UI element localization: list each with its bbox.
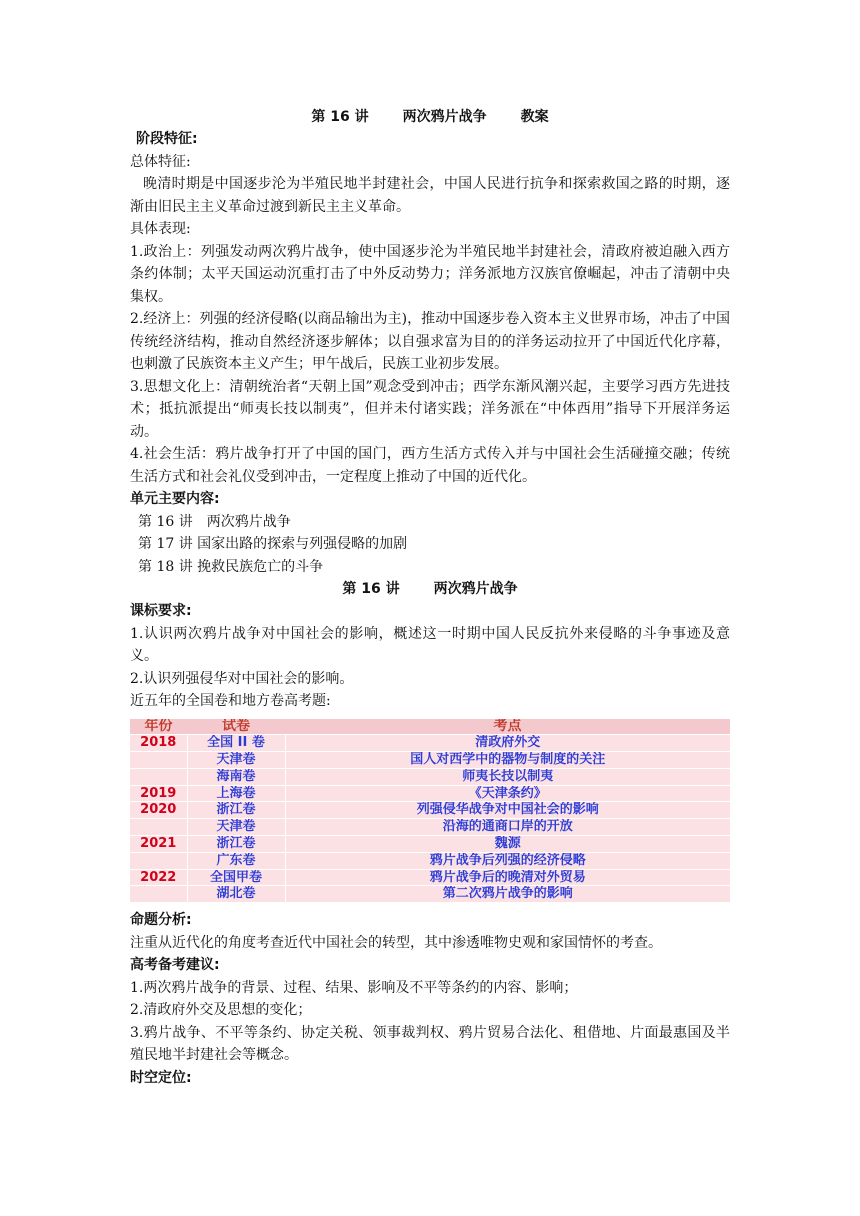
- unit-item-16: 第 16 讲 两次鸦片战争: [138, 513, 291, 530]
- table-row: [130, 785, 730, 802]
- title-lecture: 第 16 讲: [311, 109, 369, 125]
- point-culture: 3.思想文化上：清朝统治者“天朝上国”观念受到冲击；西学东渐风潮兴起，主要学习西方先进技术；抵抗派提出“师夷长技以制夷”，但并未付诸实践；洋务派在“中体西用”指导下开展洋务运动。: [130, 378, 730, 440]
- cell-paper: 全国甲卷: [187, 869, 285, 886]
- overall-text: 晚清时期是中国逐步沦为半殖民地半封建社会，中国人民进行抗争和探索救国之路的时期，逐渐由旧民主主义革命过渡到新民主主义革命。: [130, 176, 730, 215]
- point-politics: 1.政治上：列强发动两次鸦片战争，使中国逐步沦为半殖民地半封建社会，清政府被迫融入西方条约体制；太平天国运动沉重打击了中外反动势力；洋务派地方汉族官僚崛起，冲击了清朝中央集权。: [130, 243, 730, 305]
- point-economy: 2.经济上：列强的经济侵略(以商品输出为主)，推动中国逐步卷入资本主义世界市场，冲击了中国传统经济结构，推动自然经济逐步解体；以自强求富为目的的洋务运动拉开了中国近代化序幕，也刺激了民族资本主义产生；甲午战后，民族工业初步发展。: [130, 311, 730, 372]
- unit-heading: 单元主要内容:: [130, 491, 220, 507]
- document-page: [130, 106, 730, 1089]
- unit-item-18: 第 18 讲 挽救民族危亡的斗争: [138, 558, 324, 575]
- cell-year: [130, 886, 187, 903]
- cell-year: 2021: [130, 836, 187, 853]
- cell-paper: 上海卷: [187, 785, 285, 802]
- table-row: [130, 752, 730, 769]
- table-row: [130, 869, 730, 886]
- cell-paper: 天津卷: [187, 752, 285, 769]
- unit-item-17: 第 17 讲 国家出路的探索与列强侵略的加剧: [138, 536, 408, 552]
- table-row: [130, 819, 730, 836]
- cell-year: 2020: [130, 802, 187, 819]
- cell-point: 魏源: [285, 836, 730, 853]
- cell-year: 2022: [130, 869, 187, 886]
- table-row: [130, 886, 730, 903]
- cell-paper: 广东卷: [187, 852, 285, 869]
- header-paper: 试卷: [187, 719, 285, 735]
- cell-point: 沿海的通商口岸的开放: [285, 819, 730, 836]
- exam-intro: 近五年的全国卷和地方卷高考题:: [130, 693, 331, 709]
- title-topic: 两次鸦片战争: [402, 109, 487, 125]
- cell-paper: 湖北卷: [187, 886, 285, 903]
- cell-point: 清政府外交: [285, 735, 730, 752]
- specific-label: 具体表现:: [130, 221, 191, 237]
- cell-paper: 海南卷: [187, 768, 285, 785]
- cell-point: 鸦片战争后列强的经济侵略: [285, 852, 730, 869]
- exam-table: [130, 719, 730, 904]
- exam-table-header: [130, 719, 730, 735]
- requirement-1: 1.认识两次鸦片战争对中国社会的影响，概述这一时期中国人民反抗外来侵略的斗争事迹及意义。: [130, 625, 730, 664]
- cell-paper: 浙江卷: [187, 802, 285, 819]
- advice-heading: 高考备考建议:: [130, 957, 220, 974]
- requirement-2: 2.认识列强侵华对中国社会的影响。: [130, 670, 354, 687]
- header-point: 考点: [285, 719, 730, 735]
- advice-2: 2.清政府外交及思想的变化；: [130, 1002, 312, 1019]
- document-title: [130, 106, 730, 128]
- header-year: 年份: [130, 719, 187, 735]
- stage-heading: 阶段特征:: [136, 131, 198, 147]
- title-type: 教案: [520, 109, 549, 125]
- advice-3: 3.鸦片战争、不平等条约、协定关税、领事裁判权、鸦片贸易合法化、租借地、片面最惠国及半殖民地半封建社会等概念。: [130, 1024, 730, 1064]
- cell-year: [130, 852, 187, 869]
- cell-point: 国人对西学中的器物与制度的关注: [285, 752, 730, 769]
- cell-point: 第二次鸦片战争的影响: [285, 886, 730, 903]
- cell-year: [130, 768, 187, 785]
- cell-year: 2018: [130, 735, 187, 752]
- section-title: [130, 578, 730, 600]
- table-row: [130, 836, 730, 853]
- table-row: [130, 852, 730, 869]
- cell-point: 师夷长技以制夷: [285, 768, 730, 785]
- analysis-heading: 命题分析:: [130, 912, 192, 929]
- cell-paper: 天津卷: [187, 819, 285, 836]
- cell-year: [130, 752, 187, 769]
- cell-paper: 全国 II 卷: [187, 735, 285, 752]
- cell-point: 《天津条约》: [285, 785, 730, 802]
- requirements-heading: 课标要求:: [130, 603, 192, 619]
- advice-1: 1.两次鸦片战争的背景、过程、结果、影响及不平等条约的内容、影响；: [130, 979, 578, 996]
- cell-point: 列强侵华战争对中国社会的影响: [285, 802, 730, 819]
- cell-paper: 浙江卷: [187, 836, 285, 853]
- table-row: [130, 802, 730, 819]
- overall-label: 总体特征:: [130, 153, 191, 170]
- section-topic: 两次鸦片战争: [433, 581, 518, 597]
- table-row: [130, 768, 730, 785]
- cell-point: 鸦片战争后的晚清对外贸易: [285, 869, 730, 886]
- cell-year: [130, 819, 187, 836]
- cell-year: 2019: [130, 785, 187, 802]
- table-row: [130, 735, 730, 752]
- timeline-heading: 时空定位:: [130, 1069, 192, 1086]
- section-lecture: 第 16 讲: [342, 581, 400, 597]
- analysis-text: 注重从近代化的角度考查近代中国社会的转型，其中渗透唯物史观和家国情怀的考查。: [130, 934, 662, 951]
- point-society: 4.社会生活：鸦片战争打开了中国的国门，西方生活方式传入并与中国社会生活碰撞交融；传统生活方式和社会礼仪受到冲击，一定程度上推动了中国的近代化。: [130, 446, 730, 485]
